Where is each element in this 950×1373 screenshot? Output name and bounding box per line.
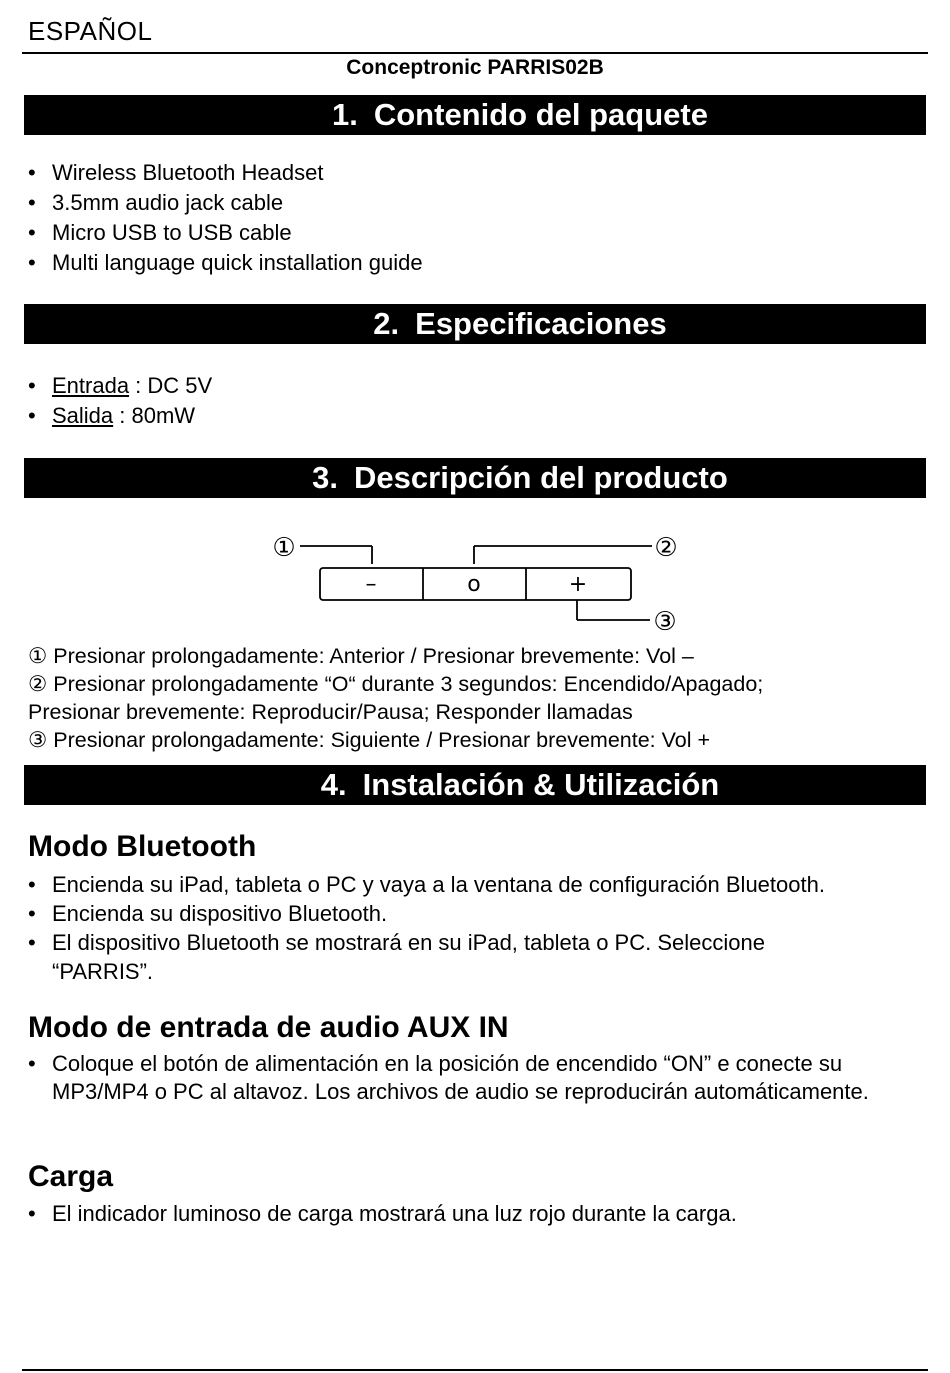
charging-steps xyxy=(28,1199,908,1228)
section-number: 1. xyxy=(332,97,358,132)
callout-3-icon: ③ xyxy=(653,607,677,637)
list-item: • Micro USB to USB cable xyxy=(28,218,423,248)
description-line xyxy=(28,642,763,670)
description-line xyxy=(28,726,763,754)
list-item: • Coloque el botón de alimentación en la posición de encendido “ON” e conecte su MP3/MP4 o PC al altavoz. Los archivos de audio se reproducirán automáticamente. xyxy=(28,1050,898,1106)
spec-value: : 80mW xyxy=(113,403,196,428)
power-button-label: o xyxy=(467,572,481,597)
description-line: Presionar brevemente: Reproducir/Pausa; Responder llamadas xyxy=(28,700,633,724)
section-header-description xyxy=(24,458,926,498)
subheading-charging: Carga xyxy=(28,1160,114,1193)
spec-label: Salida xyxy=(52,403,114,428)
description-line xyxy=(28,670,763,698)
list-item: • Wireless Bluetooth Headset xyxy=(28,158,423,188)
top-divider xyxy=(22,52,928,54)
subheading-aux: Modo de entrada de audio AUX IN xyxy=(28,1011,509,1044)
section-header-specs xyxy=(24,304,926,344)
description-text: Presionar prolongadamente “O“ durante 3 segundos: Encendido/Apagado; xyxy=(53,672,764,696)
section-title: Instalación & Utilización xyxy=(362,767,720,802)
section-header-contents xyxy=(24,95,926,135)
section-header-installation xyxy=(24,765,926,805)
callout-2-icon: ② xyxy=(28,672,48,696)
description-text: Presionar prolongadamente: Siguiente / Presionar brevemente: Vol + xyxy=(53,728,711,752)
specs-list xyxy=(28,371,212,431)
list-item: • Multi language quick installation guide xyxy=(28,248,423,278)
spec-label: Entrada xyxy=(52,373,130,398)
description-block xyxy=(28,642,763,754)
list-item: • Encienda su dispositivo Bluetooth. xyxy=(28,899,908,928)
product-title: Conceptronic PARRIS02B xyxy=(346,56,604,79)
spec-item xyxy=(28,371,212,401)
section-title: Descripción del producto xyxy=(354,460,728,495)
spec-item xyxy=(28,401,212,431)
section-number: 3. xyxy=(312,460,339,495)
callout-3-icon: ③ xyxy=(28,728,48,752)
list-item: • Encienda su iPad, tableta o PC y vaya a la ventana de configuración Bluetooth. xyxy=(28,870,908,899)
callout-1-icon: ① xyxy=(272,533,296,563)
callout-2-icon: ② xyxy=(654,533,678,563)
section-number: 4. xyxy=(320,767,347,802)
list-item: • El dispositivo Bluetooth se mostrará en su iPad, tableta o PC. Seleccione “PARRIS”. xyxy=(28,928,852,986)
minus-button-label: – xyxy=(365,572,377,597)
subheading-bluetooth: Modo Bluetooth xyxy=(28,830,257,863)
bluetooth-steps xyxy=(28,870,908,986)
callout-1-icon: ① xyxy=(28,644,48,668)
section-title: Especificaciones xyxy=(415,306,667,341)
bottom-divider xyxy=(22,1369,928,1371)
section-title: Contenido del paquete xyxy=(373,97,708,132)
list-item: • El indicador luminoso de carga mostrará una luz rojo durante la carga. xyxy=(28,1199,908,1228)
language-label: ESPAÑOL xyxy=(28,16,153,46)
description-text: Presionar prolongadamente: Anterior / Presionar brevemente: Vol – xyxy=(53,644,694,668)
list-item: • 3.5mm audio jack cable xyxy=(28,188,423,218)
package-contents-list xyxy=(28,158,423,278)
spec-value: : DC 5V xyxy=(129,373,213,398)
aux-steps xyxy=(28,1050,898,1106)
section-number: 2. xyxy=(373,306,400,341)
plus-button-label: + xyxy=(568,572,588,597)
button-diagram xyxy=(264,528,694,640)
